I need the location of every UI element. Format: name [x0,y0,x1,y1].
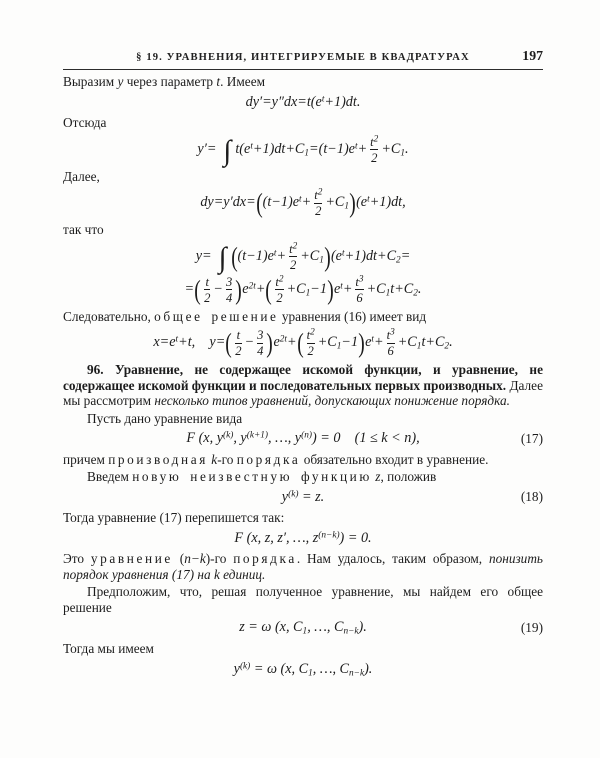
math-text: $+C_1$ [325,194,350,212]
fraction [204,276,210,304]
text-run: 96. Уравнение, не содержащее искомой функции, и уравнение, не содержащее искомой функции и последовательных первых производных. [63,362,543,393]
equation-rewritten [63,531,543,547]
text-run: понизить порядок уравнения (17) на k единиц. [63,551,543,582]
fraction-numerator: $t^2$ [370,134,379,149]
page-header [63,48,543,70]
fraction [257,329,263,357]
big-right-paren: ) [349,188,356,219]
big-left-paren: ( [265,274,273,305]
text-run: Следовательно, [63,308,155,324]
text-run: ( [172,551,185,567]
fraction-denominator: 2 [204,290,211,305]
big-right-paren: ) [327,274,334,305]
big-right-paren: ) [358,328,365,359]
fraction-denominator: 2 [290,257,297,272]
math-text: $e^t+$ [365,334,384,351]
equation-number-19: (19) [520,619,543,635]
paragraph-intro [63,74,543,90]
math-text: F (x, $y^{(k)}$, $y^{(k+1)}$, …, $y^{(n)}) = 0$ (1 ≤ k < n), [186,430,420,447]
paragraph-sledovatelno [63,309,543,325]
math-text: $e^{2t}+$ [273,334,297,351]
big-left-paren: ( [225,328,233,359]
big-left-paren: ( [255,188,263,219]
fraction-bar [289,256,297,257]
text-run: . Нам удалось, таким образом, [296,551,489,567]
fraction-denominator: 4 [257,344,264,359]
paragraph-predpolozhim [63,584,543,615]
text-run: Отсюда [63,115,107,131]
fraction-denominator: 2 [276,290,283,305]
equation-final [63,662,543,678]
math-text: $(e^t+1)dt$, [356,194,406,211]
fraction [355,276,363,304]
equation-19 [63,620,543,636]
fraction-numerator: $t^3$ [386,327,395,343]
equation-y-integral [63,241,543,274]
paragraph-dalee [63,169,543,185]
text-run: причем [63,451,109,467]
fraction-numerator: t [236,328,241,343]
equation-18 [63,490,543,506]
fraction-denominator: 6 [356,290,363,305]
equation-19-body [239,620,367,636]
math-text: $+C_1t+C_2$. [366,280,422,299]
text-run: Пусть дано уравнение вида [87,410,243,426]
math-text: F (x, z, z′, …, $z^{(n-k)}) = 0$. [234,529,372,546]
text-run: t [216,74,221,89]
integral-icon: ∫ [223,134,232,167]
big-left-paren: ( [230,241,238,272]
text-run: Выразим [63,74,118,89]
paragraph-pust [63,411,543,427]
section-running-title: § 19. УРАВНЕНИЯ, ИНТЕГРИРУЕМЫЕ В КВАДРАТУРАХ [136,52,470,63]
text-run: Предположим, что, решая полученное уравнение, мы найдем его общее решение [63,584,543,615]
math-text: $(e^t+1)dt+C_2=$ [330,247,411,266]
text-run: n−k [184,551,206,567]
text-run: уравнение [90,551,173,567]
text-run: Тогда уравнение (17) перепишется так: [63,510,285,526]
fraction [226,276,232,304]
fraction-denominator: 4 [225,290,233,305]
text-run: общее решение [154,308,279,324]
fraction [370,136,378,164]
fraction-numerator: 3 [257,328,264,343]
text-run: через параметр [123,74,217,89]
math-text: $e^t+$ [333,280,353,297]
page-number: 197 [522,48,543,63]
fraction-numerator: $t^2$ [314,187,323,203]
equation-y-result [63,276,543,304]
math-text: $(t-1)e^t+$ [262,194,312,211]
text-run: Введем [87,469,133,485]
big-left-paren: ( [194,274,201,305]
fraction-numerator: 3 [225,274,233,289]
equation-17-body [186,431,419,447]
text-run: новую неизвестную функцию [132,469,372,485]
equation-number-17: (17) [520,430,543,446]
fraction-denominator: 2 [371,150,378,165]
equation-dy-prime [63,95,543,111]
fraction [387,329,395,357]
text-run: . Имеем [220,74,266,89]
fraction-denominator: 2 [235,344,242,359]
math-text: $y^{(k)} = \omega$ (x, $C_1$, …, $C_{n-k}$). [233,660,373,679]
fraction [314,189,322,217]
paragraph-section-96 [63,362,543,409]
big-right-paren: ) [235,274,243,305]
fraction-numerator: $t^2$ [306,327,315,343]
fraction-bar [204,289,210,290]
paragraph-otsyuda [63,115,543,131]
fraction [275,276,283,304]
paragraph-togda-17 [63,510,543,526]
text-run: обязательно входит в уравнение. [300,451,489,467]
equation-dy-full [63,189,543,217]
paragraph-tak-chto [63,222,543,238]
fraction-bar [355,289,363,290]
equation-general-solution-16 [63,329,543,357]
fraction-numerator: $t^2$ [275,274,284,289]
text-run: )-го [205,551,234,567]
fraction-numerator: $t^3$ [355,274,364,289]
paragraph-eto-uravnenie [63,551,543,582]
text-run: так что [63,222,104,238]
math-text: $(t-1)e^t+$ [237,247,287,264]
paragraph-togda-imeem [63,641,543,657]
math-text: − [213,280,223,297]
text-run: z [375,469,381,485]
equation-17 [63,431,543,447]
text-run: несколько типов уравнений, допускающих понижение порядка. [154,393,510,409]
math-text: $t(e^t+1)dt+C_1=(t-1)e^t+$ [235,140,368,159]
integral-icon: ∫ [218,241,227,274]
text-run: , положив [380,469,437,485]
math-text: $e^{2t}+$ [242,280,266,297]
fraction-numerator: $t^2$ [289,241,298,256]
math-text: $+C_1-1$ [317,334,359,352]
fraction-bar [370,149,378,150]
equation-18-body [282,490,324,506]
text-run: -го [217,451,237,467]
math-text: $dy'=y''dx=t(e^t+1)dt$. [245,93,361,110]
paragraph-prichem [63,452,543,468]
math-text: − [244,334,255,351]
fraction-denominator: 2 [307,344,314,359]
math-text: = [184,280,195,297]
text-run: Тогда мы имеем [63,641,154,657]
fraction [235,329,241,357]
text-run: порядка [236,451,301,467]
math-text: $+C_1-1$ [286,280,327,299]
math-text: y′= [197,140,217,157]
text-run: производная [108,451,208,467]
math-text: $+C_1t+C_2$. [397,334,453,352]
fraction-bar [226,289,232,290]
math-text: $y^{(k)} = z$. [281,488,325,505]
fraction [289,243,297,271]
equation-y-prime-integral [63,134,543,167]
math-text: $x=e^t+t$, y= [153,334,226,351]
text-run: уравнения (16) имеет вид [278,308,427,324]
fraction-denominator: 2 [315,204,322,219]
text-run: y [117,74,124,89]
math-text: $+C_1$. [381,140,409,159]
text-run: Это [63,551,91,567]
fraction-numerator: t [205,274,209,289]
fraction-denominator: 6 [387,344,394,359]
fraction [307,329,315,357]
math-text: z = ω (x, $C_1$, …, $C_{n-k}$). [239,619,367,637]
big-right-paren: ) [324,241,331,272]
math-text: $+C_1$ [300,247,324,266]
text-run: Далее мы рассмотрим [63,377,543,409]
text-run: Далее, [63,168,100,184]
big-left-paren: ( [296,328,304,359]
math-text: dy=y′dx= [200,194,256,211]
equation-number-18: (18) [520,489,543,505]
text-run: k [211,451,218,467]
text-run: порядка [233,551,297,567]
paragraph-vvedem [63,469,543,485]
big-right-paren: ) [266,328,274,359]
fraction-bar [275,289,283,290]
math-text: y= [195,247,212,264]
